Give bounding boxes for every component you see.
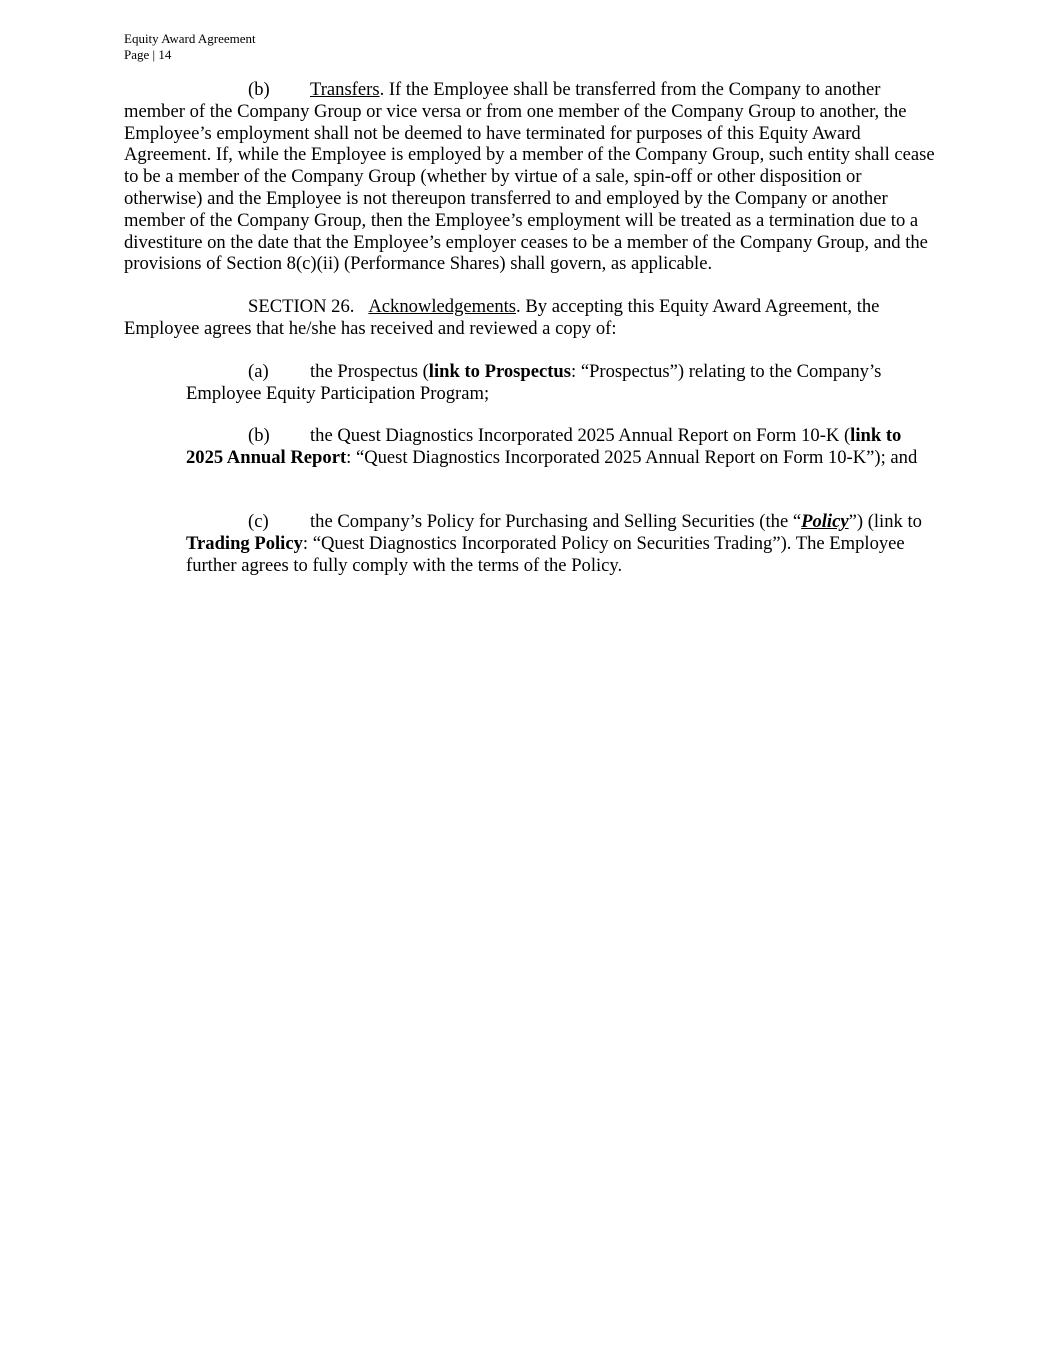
transfers-text: . If the Employee shall be transferred from the Company to another member of the Company Group or vice versa or from one member of the Company Group to another, the Employee’s employment shall not be deemed to have terminated for purposes of this Equity Award Agreement. If, while the Employee is employed by a member of the Company Group, such entity shall cease to be a member of the Company Group (whether by virtue of a sale, spin-off or other disposition or otherwise) and the Employee is not thereupon transferred to and employed by the Company or another member of the Company Group, then the Employee’s employment will be treated as a termination due to a divestiture on the date that the Employee’s employer ceases to be a member of the Company Group, and the provisions of Section 8(c)(ii) (Performance Shares) shall govern, as applicable. xyxy=(124,79,935,275)
item-c-post: : “Quest Diagnostics Incorporated Policy on Securities Trading”). The Employee further agrees to fully comply with the terms of the Policy. xyxy=(186,532,905,576)
item-c-paragraph xyxy=(186,511,931,576)
section-26-text: . By accepting this Equity Award Agreement, the Employee agrees that he/she has received and reviewed a copy of: xyxy=(124,296,880,339)
item-a-pre: the Prospectus ( xyxy=(310,361,429,382)
item-b-post: : “Quest Diagnostics Incorporated 2025 Annual Report on Form 10-K”); and xyxy=(346,446,918,468)
item-b-pre: the Quest Diagnostics Incorporated 2025 Annual Report on Form 10-K ( xyxy=(310,425,851,446)
item-c-pre: the Company’s Policy for Purchasing and Selling Securities (the “ xyxy=(310,511,802,532)
item-a-number: (a) xyxy=(248,361,269,382)
annual-report-link[interactable]: link to 2025 Annual Report xyxy=(186,425,902,468)
policy-defined-term: Policy xyxy=(801,511,849,532)
item-a-post: : “Prospectus”) relating to the Company’s Employee Equity Participation Program; xyxy=(186,361,882,404)
transfers-paragraph xyxy=(124,79,944,275)
item-c-number: (c) xyxy=(248,511,269,532)
item-a-paragraph xyxy=(186,361,931,405)
transfers-heading: Transfers xyxy=(310,79,380,100)
header-page-number: Page | 14 xyxy=(124,47,172,62)
page-header xyxy=(124,31,256,63)
header-title: Equity Award Agreement xyxy=(124,31,256,46)
section-26-heading: Acknowledgements xyxy=(368,296,517,317)
trading-policy-link[interactable]: Trading Policy xyxy=(186,532,303,554)
item-c-mid: ”) (link to xyxy=(848,511,922,532)
section-26-label: SECTION 26. xyxy=(248,296,355,317)
item-b-paragraph xyxy=(186,425,931,469)
transfers-number: (b) xyxy=(248,79,270,100)
item-b-number: (b) xyxy=(248,425,270,446)
prospectus-link[interactable]: link to Prospectus xyxy=(428,361,572,382)
section-26-paragraph xyxy=(124,296,944,340)
